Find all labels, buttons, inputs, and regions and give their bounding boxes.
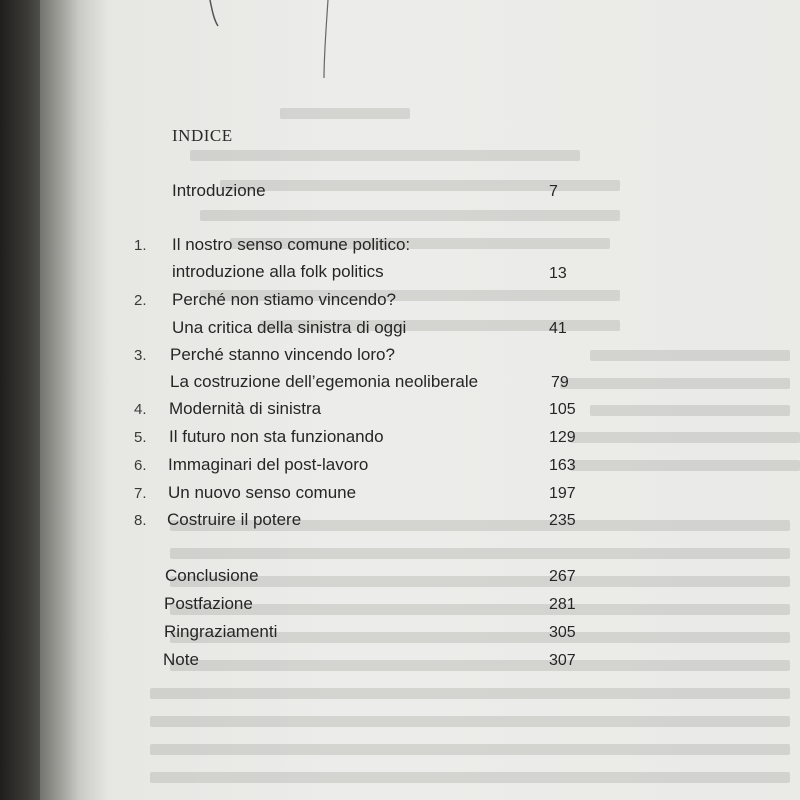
toc-page-5: 129 (549, 429, 576, 446)
toc-number-6: 6. (134, 457, 147, 474)
toc-page-3: 79 (551, 374, 569, 391)
toc-number-2: 2. (134, 292, 147, 309)
toc-page-postfazione: 281 (549, 596, 576, 613)
toc-page-6: 163 (549, 457, 576, 474)
toc-label-conclusione: Conclusione (165, 566, 259, 585)
toc-page-7: 197 (549, 485, 576, 502)
toc-page-4: 105 (549, 401, 576, 418)
toc-title-2-line2: Una critica della sinistra di oggi (172, 318, 407, 337)
toc-title-6: Immaginari del post-lavoro (168, 455, 369, 474)
toc-page-ringraziamenti: 305 (549, 624, 576, 641)
toc-title-3-line2: La costruzione dell’egemonia neoliberale (170, 372, 479, 391)
toc-page-2: 41 (549, 320, 567, 337)
toc-label-ringraziamenti: Ringraziamenti (164, 622, 278, 641)
toc-page-introduzione: 7 (549, 183, 558, 200)
toc-title-7: Un nuovo senso comune (168, 483, 357, 502)
toc-page-note: 307 (549, 652, 576, 669)
index-title: INDICE (172, 126, 233, 145)
toc-label-postfazione: Postfazione (164, 594, 253, 613)
toc-title-2-line1: Perché non stiamo vincendo? (172, 290, 396, 309)
toc-number-7: 7. (134, 485, 147, 502)
toc-label-introduzione: Introduzione (172, 181, 266, 200)
toc-page-8: 235 (549, 512, 576, 529)
toc-page-conclusione: 267 (549, 568, 576, 585)
toc-title-1-line1: Il nostro senso comune politico: (172, 235, 411, 254)
toc-number-1: 1. (134, 237, 147, 254)
toc-title-4: Modernità di sinistra (169, 399, 322, 418)
toc-title-8: Costruire il potere (167, 510, 302, 529)
toc-number-5: 5. (134, 429, 147, 446)
toc-label-note: Note (163, 650, 199, 669)
toc-title-1-line2: introduzione alla folk politics (172, 262, 384, 281)
toc-page-1: 13 (549, 265, 567, 282)
toc-number-4: 4. (134, 401, 147, 418)
toc-number-3: 3. (134, 347, 147, 364)
toc-number-8: 8. (134, 512, 147, 529)
toc-title-5: Il futuro non sta funzionando (169, 427, 384, 446)
toc-title-3-line1: Perché stanno vincendo loro? (170, 345, 395, 364)
